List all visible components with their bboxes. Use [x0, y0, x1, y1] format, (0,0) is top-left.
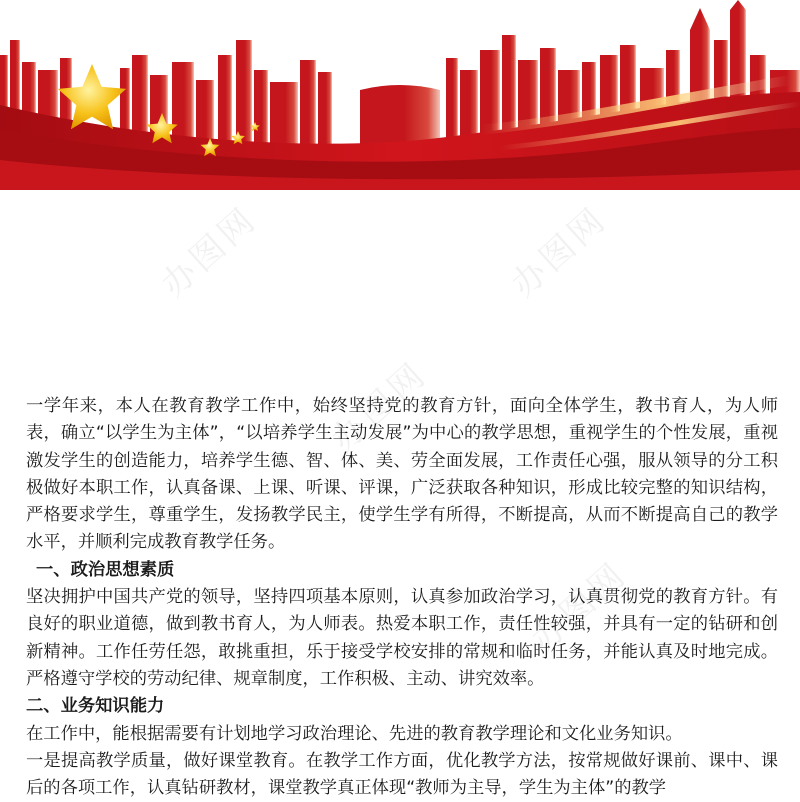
- watermark-text: 办图网: [523, 554, 636, 661]
- section-paragraph-professional-2: 一是提高教学质量，做好课堂教育。在教学工作方面，优化教学方法，按常规做好课前、课中、课后的各项工作，认真钻研教材，课堂教学真正体现“教师为主导，学生为主体”的教学: [26, 750, 778, 799]
- watermark-text: 办图网: [503, 199, 616, 306]
- section-heading-professional: 二、业务知识能力: [26, 696, 165, 717]
- header-banner: [0, 0, 800, 190]
- section-paragraph-professional-1: 在工作中，能根据需要有计划地学习政治理论、先进的教育教学理论和文化业务知识。: [26, 723, 683, 744]
- document-body: [26, 393, 778, 802]
- watermark-text: 办图网: [153, 199, 266, 306]
- section-heading-political: 一、政治思想素质: [36, 559, 175, 580]
- city-skyline-banner-image: [0, 0, 800, 190]
- intro-paragraph: 一学年来，本人在教育教学工作中，始终坚持党的教育方针，面向全体学生，教书育人，为人师表，确立“以学生为主体”，“以培养学生主动发展”为中心的教学思想，重视学生的个性发展，重视激发学生的创造能力，培养学生德、智、体、美、劳全面发展，工作责任心强，服从领导的分工积极做好本职工作，认真备课、上课、听课、评课，广泛获取各种知识，形成比较完整的知识结构，严格要求学生，尊重学生，发扬教学民主，使学生学有所得，不断提高，从而不断提高自己的教学水平，并顺利完成教育教学任务。: [26, 396, 778, 553]
- watermark-text: 办图网: [323, 354, 436, 461]
- section-paragraph-political: 坚决拥护中国共产党的领导，坚持四项基本原则，认真参加政治学习，认真贯彻党的教育方针。有良好的职业道德，做到教书育人，为人师表。热爱本职工作，责任性较强，并具有一定的钻研和创新精神。工作任劳任怨，敢挑重担，乐于接受学校安排的常规和临时任务，并能认真及时地完成。严格遵守学校的劳动纪律、规章制度，工作积极、主动、讲究效率。: [26, 587, 778, 689]
